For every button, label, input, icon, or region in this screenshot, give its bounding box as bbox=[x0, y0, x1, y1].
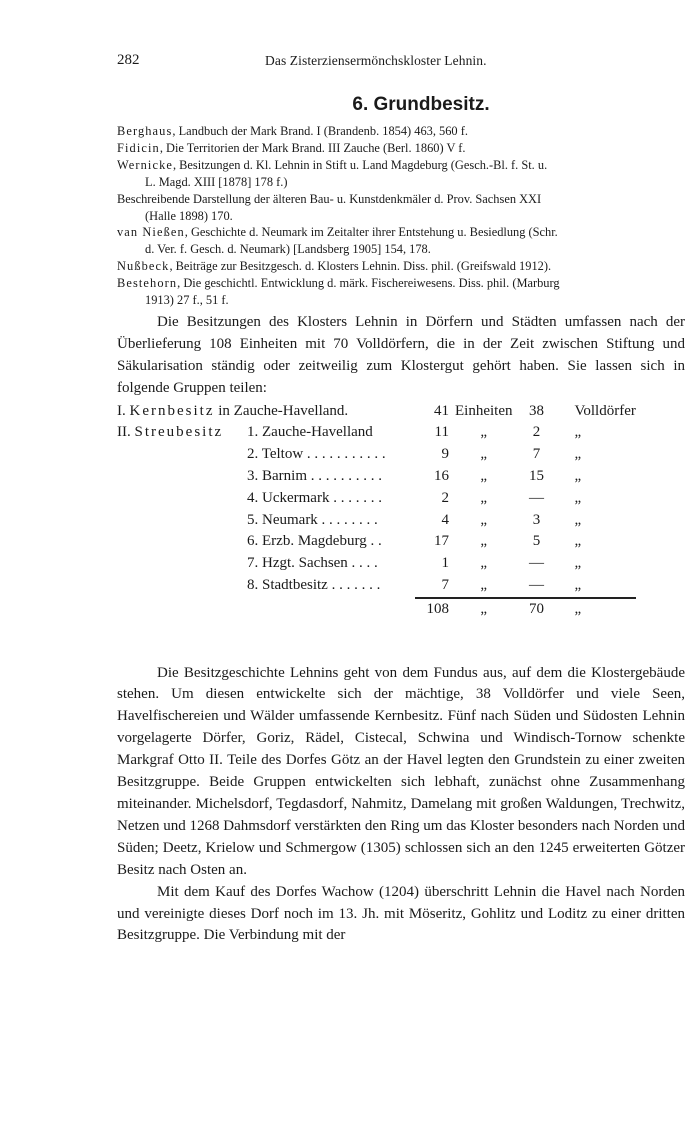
table-row: 6. Erzb. Magdeburg . . 17 „ 5 „ bbox=[247, 533, 582, 550]
paragraph: Die Besitzgeschichte Lehnins geht von dem Fundus aus, auf dem die Klostergebäude stehen. Um diesen entwickelte sich der mächtige, 38 Volldörfer und viele Seen, Havelfischereien und Wälder umfassende Kernbesitz. Fünf nach Süden und Südosten Lehnin vorgelagerte Dörfer, Goriz, Rädel, Cistecal, Schwina und Windisch-Tornow schenkte Markgraf Otto II. Teile des Dorfes Götz an der Havel legten den Grundstein zu einer zweiten Besitzgruppe. Beide Gruppen entwickelten sich lebhaft, zunächst ohne Zusammenhang miteinander. Michelsdorf, Tegdasdorf, Nahmitz, Damelang mit großen Waldungen, Trechwitz, Netzen und 1268 Dahmsdorf verstärkten den Ring um das Kloster besonders nach Norden und Süden; Deetz, Krielow und Schmergow (1305) schlossen sich an den 1245 erweiterten Götzer Besitz nach Osten an. bbox=[117, 664, 685, 878]
bibliography bbox=[117, 123, 685, 309]
book-page bbox=[117, 52, 685, 947]
table-row: I. Kernbesitz in Zauche-Havelland. 41 Einheiten 38 Volldörfer bbox=[117, 402, 636, 419]
table-row: II. Streubesitz 1. Zauche-Havelland 11 „ 2 „ bbox=[117, 424, 582, 441]
table-row: 8. Stadtbesitz . . . . . . . 7 „ — „ bbox=[247, 576, 582, 594]
body-text bbox=[117, 312, 685, 947]
reference-item: Nußbeck, Beiträge zur Besitzgesch. d. Klosters Lehnin. Diss. phil. (Greifswald 1912). bbox=[117, 259, 552, 274]
reference-item: Bestehorn, Die geschichtl. Entwicklung d. märk. Fischereiwesens. Diss. phil. (Marburg 1913) 27 f., 51 f. bbox=[117, 276, 560, 308]
table-row: 3. Barnim . . . . . . . . . . 16 „ 15 „ bbox=[247, 467, 582, 484]
holdings-table bbox=[117, 401, 636, 621]
table-row: 7. Hzgt. Sachsen . . . . 1 „ — „ bbox=[247, 555, 582, 572]
paragraph: Mit dem Kauf des Dorfes Wachow (1204) überschritt Lehnin die Havel nach Norden und vereinigte dieses Dorf noch im 13. Jh. mit Möseritz, Gohlitz und Loditz zu einer dritten Besitzgruppe. Die Verbindung mit der bbox=[117, 883, 685, 944]
reference-item: Fidicin, Die Territorien der Mark Brand. III Zauche (Berl. 1860) V f. bbox=[117, 140, 466, 155]
page-number: 282 bbox=[117, 52, 140, 68]
table-row: 4. Uckermark . . . . . . . 2 „ — „ bbox=[247, 489, 582, 506]
page-header bbox=[117, 52, 685, 74]
intro-paragraph: Die Besitzungen des Klosters Lehnin in Dörfern und Städten umfassen nach der Überlieferung 108 Einheiten mit 70 Volldörfern, die in der Zeit zwischen Stiftung und Säkularisation ständig oder zeitweilig zum Klostergut gehört haben. Sie lassen sich in folgende Gruppen teilen: bbox=[117, 313, 685, 396]
reference-item: Beschreibende Darstellung der älteren Bau- u. Kunstdenkmäler d. Prov. Sachsen XXI (Halle 1898) 170. bbox=[117, 191, 542, 223]
reference-item: van Nießen, Geschichte d. Neumark im Zeitalter ihrer Entstehung u. Besiedlung (Schr. d. Ver. f. Gesch. d. Neumark) [Landsberg 1905] 154, 178. bbox=[117, 225, 558, 257]
table-row: 5. Neumark . . . . . . . . 4 „ 3 „ bbox=[247, 511, 582, 528]
table-total-row: 108 „ 70 „ bbox=[117, 598, 636, 621]
reference-item: Berghaus, Landbuch der Mark Brand. I (Brandenb. 1854) 463, 560 f. bbox=[117, 124, 468, 138]
running-title: Das Zisterziensermönchskloster Lehnin. bbox=[265, 53, 487, 68]
table-row: 2. Teltow . . . . . . . . . . . 9 „ 7 „ bbox=[247, 446, 582, 463]
reference-item: Wernicke, Besitzungen d. Kl. Lehnin in Stift u. Land Magdeburg (Gesch.-Bl. f. St. u. L. Magd. XIII [1878] 178 f.) bbox=[117, 157, 548, 189]
section-heading: 6. Grundbesitz. bbox=[352, 94, 490, 115]
